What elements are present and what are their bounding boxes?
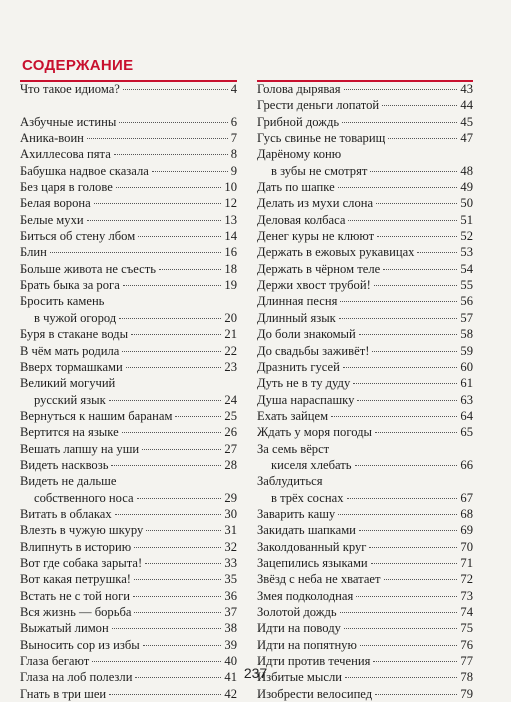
- entry-page-number: 35: [224, 572, 237, 587]
- dot-leader: [126, 367, 222, 368]
- toc-entry[interactable]: [20, 375, 237, 391]
- toc-entry-continuation[interactable]: [257, 163, 473, 179]
- entry-page-number: 38: [224, 621, 237, 636]
- toc-entry[interactable]: [257, 293, 473, 309]
- entry-title: Заблудиться: [257, 474, 323, 489]
- entry-page-number: 40: [224, 654, 237, 669]
- toc-entry[interactable]: [20, 522, 237, 538]
- entry-title: Бросить камень: [20, 294, 105, 309]
- dot-leader: [112, 628, 222, 629]
- toc-entry[interactable]: [20, 555, 237, 571]
- entry-page-number: 7: [230, 131, 237, 146]
- entry-page-number: 55: [460, 278, 473, 293]
- toc-entry-continuation[interactable]: [257, 490, 473, 506]
- dot-leader: [374, 285, 458, 286]
- entry-page-number: 77: [460, 654, 473, 669]
- dot-leader: [372, 351, 457, 352]
- entry-title: киселя хлебать: [271, 457, 352, 472]
- entry-title: Змея подколодная: [257, 588, 354, 603]
- dot-leader: [348, 220, 457, 221]
- entry-title: Грести деньги лопатой: [257, 98, 380, 113]
- dot-leader: [340, 301, 457, 302]
- page-number: 237: [243, 665, 268, 681]
- dot-leader: [159, 269, 221, 270]
- entry-title: в чужой огород: [34, 310, 117, 325]
- entry-page-number: 23: [224, 359, 237, 374]
- toc-entry[interactable]: [20, 277, 237, 293]
- toc-entry[interactable]: [257, 343, 473, 359]
- entry-title: в трёх соснах: [271, 490, 344, 505]
- dot-leader: [384, 579, 458, 580]
- entry-title: Глаза на лоб полезли: [20, 670, 133, 685]
- dot-leader: [138, 236, 221, 237]
- entry-page-number: 54: [460, 261, 473, 276]
- toc-entry[interactable]: [20, 441, 237, 457]
- toc-entry[interactable]: [257, 604, 473, 620]
- dot-leader: [340, 612, 458, 613]
- entry-title: За семь вёрст: [257, 441, 330, 456]
- entry-title: Держи хвост трубой!: [257, 278, 371, 293]
- toc-entry[interactable]: [257, 310, 473, 326]
- entry-title: Встать не с той ноги: [20, 588, 130, 603]
- entry-title: Гусь свинье не товарищ: [257, 131, 386, 146]
- entry-title: Вот какая петрушка!: [20, 572, 131, 587]
- toc-entry[interactable]: [20, 620, 237, 636]
- entry-title: Бабушка надвое сказала: [20, 163, 149, 178]
- dot-leader: [143, 645, 222, 646]
- dot-leader: [377, 236, 457, 237]
- toc-entry[interactable]: [20, 506, 237, 522]
- entry-page-number: 36: [224, 588, 237, 603]
- toc-entry[interactable]: [20, 228, 237, 244]
- entry-title: Витать в облаках: [20, 506, 112, 521]
- toc-entry[interactable]: [20, 571, 237, 587]
- toc-entry[interactable]: [20, 244, 237, 260]
- dot-leader: [175, 416, 221, 417]
- entry-title: Длинная песня: [257, 294, 338, 309]
- dot-leader: [134, 612, 221, 613]
- entry-page-number: 78: [460, 670, 473, 685]
- entry-title: Ахиллесова пята: [20, 147, 111, 162]
- toc-entry[interactable]: [20, 457, 237, 473]
- entry-title: Грибной дождь: [257, 114, 340, 129]
- dot-leader: [137, 498, 222, 499]
- entry-page-number: 16: [224, 245, 237, 260]
- dot-leader: [353, 383, 457, 384]
- entry-page-number: 73: [460, 588, 473, 603]
- entry-page-number: 45: [460, 114, 473, 129]
- entry-page-number: 21: [224, 327, 237, 342]
- dot-leader: [359, 334, 458, 335]
- entry-title: Аника-воин: [20, 131, 84, 146]
- entry-page-number: 27: [224, 441, 237, 456]
- dot-leader: [119, 122, 227, 123]
- entry-page-number: 32: [224, 539, 237, 554]
- entry-page-number: 30: [224, 506, 237, 521]
- entry-page-number: 4: [230, 82, 237, 96]
- dot-leader: [388, 138, 457, 139]
- dot-leader: [146, 530, 221, 531]
- toc-entry[interactable]: [257, 522, 473, 538]
- entry-title: Выносить сор из избы: [20, 637, 140, 652]
- toc-entry[interactable]: [20, 604, 237, 620]
- dot-leader: [356, 596, 457, 597]
- entry-title: Биться об стену лбом: [20, 229, 136, 244]
- dot-leader: [87, 138, 228, 139]
- entry-page-number: 8: [230, 147, 237, 162]
- toc-entry-continuation[interactable]: [20, 310, 237, 326]
- entry-page-number: 71: [460, 555, 473, 570]
- toc-entry[interactable]: [20, 261, 237, 277]
- entry-title: Видеть насквозь: [20, 457, 109, 472]
- entry-page-number: 69: [460, 523, 473, 538]
- entry-title: Больше живота не съесть: [20, 261, 156, 276]
- entry-title: Голова дырявая: [257, 82, 341, 96]
- entry-page-number: 24: [224, 392, 237, 407]
- entry-title: До свадьбы заживёт!: [257, 343, 370, 358]
- entry-title: Золотой дождь: [257, 605, 337, 619]
- contents-column-right: [257, 81, 473, 702]
- dot-leader: [94, 203, 222, 204]
- entry-page-number: 75: [460, 621, 473, 636]
- entry-title: Белая ворона: [20, 196, 91, 211]
- entry-title: Влипнуть в историю: [20, 539, 132, 554]
- dot-leader: [123, 285, 222, 286]
- toc-entry[interactable]: [257, 114, 473, 130]
- toc-entry-continuation[interactable]: [20, 490, 237, 506]
- entry-page-number: 59: [460, 343, 473, 358]
- entry-page-number: 14: [224, 229, 237, 244]
- dot-leader: [92, 661, 221, 662]
- toc-entry[interactable]: [257, 473, 473, 489]
- entry-page-number: 6: [230, 114, 237, 129]
- dot-leader: [133, 596, 221, 597]
- entry-title: Выжатый лимон: [20, 621, 109, 636]
- entry-page-number: 66: [460, 457, 473, 472]
- entry-title: Вот где собака зарыта!: [20, 555, 143, 570]
- entry-page-number: 26: [224, 425, 237, 440]
- toc-entry[interactable]: [257, 81, 473, 97]
- toc-entry[interactable]: [257, 261, 473, 277]
- toc-entry[interactable]: [20, 195, 237, 211]
- dot-leader: [115, 514, 222, 515]
- entry-page-number: 19: [224, 278, 237, 293]
- dot-leader: [131, 334, 221, 335]
- entry-title: Дарёному коню: [257, 147, 342, 162]
- dot-leader: [417, 252, 457, 253]
- entry-title: Вернуться к нашим баранам: [20, 408, 173, 423]
- dot-leader: [359, 530, 457, 531]
- entry-title: Денег куры не клюют: [257, 229, 375, 244]
- dot-leader: [338, 514, 457, 515]
- entry-title: Длинный язык: [257, 310, 336, 325]
- entry-title: Делать из мухи слона: [257, 196, 374, 211]
- entry-title: Вешать лапшу на уши: [20, 441, 140, 456]
- entry-page-number: 47: [460, 131, 473, 146]
- dot-leader: [122, 432, 222, 433]
- entry-title: Держать в ежовых рукавицах: [257, 245, 415, 260]
- dot-leader: [119, 318, 221, 319]
- entry-title: Без царя в голове: [20, 180, 113, 195]
- entry-page-number: 39: [224, 637, 237, 652]
- toc-entry[interactable]: [257, 212, 473, 228]
- dot-leader: [376, 203, 457, 204]
- toc-entry[interactable]: [20, 408, 237, 424]
- toc-entry[interactable]: [20, 343, 237, 359]
- toc-entry[interactable]: [257, 244, 473, 260]
- dot-leader: [111, 465, 221, 466]
- dot-leader: [114, 154, 228, 155]
- entry-page-number: 79: [460, 686, 473, 701]
- entry-title: Заварить кашу: [257, 506, 336, 521]
- toc-entry[interactable]: [257, 620, 473, 636]
- entry-page-number: 48: [460, 163, 473, 178]
- entry-title: русский язык: [34, 392, 106, 407]
- entry-title: Азбучные истины: [20, 114, 117, 129]
- toc-entry[interactable]: [20, 163, 237, 179]
- entry-title: Влезть в чужую шкуру: [20, 523, 144, 538]
- toc-entry[interactable]: [257, 130, 473, 146]
- toc-entry[interactable]: [20, 359, 237, 375]
- dot-leader: [339, 318, 458, 319]
- entry-title: Что такое идиома?: [20, 82, 120, 96]
- dot-leader: [344, 628, 457, 629]
- dot-leader: [50, 252, 222, 253]
- toc-entry[interactable]: [257, 179, 473, 195]
- entry-page-number: 63: [460, 392, 473, 407]
- contents-column-left: [20, 81, 237, 702]
- toc-entry[interactable]: [20, 326, 237, 342]
- toc-entry-continuation[interactable]: [20, 392, 237, 408]
- entry-title: Белые мухи: [20, 212, 84, 227]
- dot-leader: [375, 432, 457, 433]
- entry-page-number: 28: [224, 457, 237, 472]
- toc-entry[interactable]: [20, 293, 237, 309]
- dot-leader: [134, 579, 221, 580]
- entry-page-number: 72: [460, 572, 473, 587]
- toc-entry[interactable]: [20, 179, 237, 195]
- entry-title: Дразнить гусей: [257, 359, 340, 374]
- dot-leader: [371, 563, 458, 564]
- entry-page-number: 25: [224, 408, 237, 423]
- entry-page-number: 43: [460, 82, 473, 96]
- toc-entry[interactable]: [257, 228, 473, 244]
- entry-title: Дать по шапке: [257, 180, 335, 195]
- entry-title: собственного носа: [34, 490, 134, 505]
- dot-leader: [123, 89, 228, 90]
- toc-entry[interactable]: [20, 424, 237, 440]
- dot-leader: [342, 122, 457, 123]
- entry-page-number: 76: [460, 637, 473, 652]
- entry-title: Вверх тормашками: [20, 359, 123, 374]
- dot-leader: [355, 465, 458, 466]
- dot-leader: [360, 645, 458, 646]
- entry-page-number: 61: [460, 376, 473, 391]
- toc-entry[interactable]: [257, 441, 473, 457]
- toc-entry[interactable]: [20, 130, 237, 146]
- entry-title: Блин: [20, 245, 47, 260]
- entry-title: Великий могучий: [20, 376, 116, 391]
- dot-leader: [109, 400, 222, 401]
- entry-page-number: 49: [460, 180, 473, 195]
- toc-entry[interactable]: [20, 114, 237, 130]
- entry-page-number: 65: [460, 425, 473, 440]
- dot-leader: [122, 351, 221, 352]
- toc-entry[interactable]: [257, 392, 473, 408]
- dot-leader: [109, 694, 221, 695]
- toc-entry[interactable]: [20, 539, 237, 555]
- toc-entry[interactable]: [257, 555, 473, 571]
- entry-page-number: 74: [460, 605, 473, 619]
- dot-leader: [145, 563, 221, 564]
- toc-entry[interactable]: [257, 359, 473, 375]
- dot-leader: [373, 661, 457, 662]
- toc-entry-continuation[interactable]: [257, 457, 473, 473]
- entry-page-number: 42: [224, 686, 237, 701]
- entry-title: Глаза бегают: [20, 654, 90, 669]
- entry-page-number: 68: [460, 506, 473, 521]
- dot-leader: [375, 694, 457, 695]
- entry-title: Вертится на языке: [20, 425, 119, 440]
- dot-leader: [370, 171, 457, 172]
- contents-heading: СОДЕРЖАНИЕ: [22, 57, 134, 74]
- entry-page-number: 50: [460, 196, 473, 211]
- toc-entry[interactable]: [257, 375, 473, 391]
- dot-leader: [152, 171, 228, 172]
- entry-page-number: 22: [224, 343, 237, 358]
- entry-title: Изобрести велосипед: [257, 686, 373, 701]
- entry-title: Зацепились языками: [257, 555, 368, 570]
- dot-leader: [347, 498, 458, 499]
- dot-leader: [142, 449, 221, 450]
- entry-page-number: 33: [224, 555, 237, 570]
- entry-title: Избитые мысли: [257, 670, 342, 685]
- entry-page-number: 56: [460, 294, 473, 309]
- entry-page-number: 12: [224, 196, 237, 211]
- entry-page-number: 41: [224, 670, 237, 685]
- entry-page-number: 10: [224, 180, 237, 195]
- entry-title: в зубы не смотрят: [271, 163, 368, 178]
- entry-title: Идти на поводу: [257, 621, 341, 636]
- toc-entry[interactable]: [257, 326, 473, 342]
- entry-page-number: 53: [460, 245, 473, 260]
- entry-title: Брать быка за рога: [20, 278, 120, 293]
- entry-title: Идти против течения: [257, 654, 371, 669]
- entry-title: В чём мать родила: [20, 343, 120, 358]
- entry-title: Душа нараспашку: [257, 392, 355, 407]
- toc-entry[interactable]: [257, 571, 473, 587]
- entry-title: Ехать зайцем: [257, 408, 329, 423]
- entry-page-number: 52: [460, 229, 473, 244]
- entry-page-number: 18: [224, 261, 237, 276]
- dot-leader: [382, 105, 457, 106]
- entry-page-number: 64: [460, 408, 473, 423]
- toc-entry[interactable]: [257, 146, 473, 162]
- entry-title: Видеть не дальше: [20, 474, 117, 489]
- toc-entry[interactable]: [20, 81, 237, 97]
- spacer: [20, 97, 237, 113]
- toc-entry[interactable]: [257, 195, 473, 211]
- entry-page-number: 31: [224, 523, 237, 538]
- toc-entry[interactable]: [20, 212, 237, 228]
- toc-entry[interactable]: [20, 588, 237, 604]
- entry-title: Деловая колбаса: [257, 212, 346, 227]
- toc-entry[interactable]: [257, 637, 473, 653]
- entry-page-number: 57: [460, 310, 473, 325]
- toc-entry[interactable]: [257, 424, 473, 440]
- dot-leader: [87, 220, 222, 221]
- entry-title: Заколдованный круг: [257, 539, 367, 554]
- dot-leader: [116, 187, 222, 188]
- toc-entry[interactable]: [257, 408, 473, 424]
- dot-leader: [369, 547, 457, 548]
- entry-page-number: 70: [460, 539, 473, 554]
- dot-leader: [331, 416, 457, 417]
- entry-title: Ждать у моря погоды: [257, 425, 372, 440]
- entry-page-number: 9: [230, 163, 237, 178]
- dot-leader: [383, 269, 457, 270]
- entry-title: Закидать шапками: [257, 523, 356, 538]
- toc-entry[interactable]: [20, 637, 237, 653]
- entry-page-number: 29: [224, 490, 237, 505]
- toc-entry[interactable]: [257, 277, 473, 293]
- dot-leader: [344, 89, 458, 90]
- dot-leader: [134, 547, 221, 548]
- entry-title: Держать в чёрном теле: [257, 261, 381, 276]
- dot-leader: [338, 187, 458, 188]
- entry-title: Вся жизнь — борьба: [20, 605, 132, 619]
- toc-entry[interactable]: [20, 146, 237, 162]
- entry-title: Дуть не в ту дуду: [257, 376, 351, 391]
- dot-leader: [343, 367, 458, 368]
- entry-page-number: 58: [460, 327, 473, 342]
- entry-page-number: 67: [460, 490, 473, 505]
- toc-entry[interactable]: [257, 506, 473, 522]
- dot-leader: [357, 400, 457, 401]
- entry-page-number: 60: [460, 359, 473, 374]
- toc-entry[interactable]: [20, 473, 237, 489]
- toc-entry[interactable]: [257, 539, 473, 555]
- entry-title: Звёзд с неба не хватает: [257, 572, 381, 587]
- entry-page-number: 13: [224, 212, 237, 227]
- entry-page-number: 20: [224, 310, 237, 325]
- toc-entry[interactable]: [257, 588, 473, 604]
- toc-entry[interactable]: [257, 97, 473, 113]
- entry-title: Гнать в три шеи: [20, 686, 107, 701]
- entry-title: До боли знакомый: [257, 327, 356, 342]
- entry-title: Идти на попятную: [257, 637, 357, 652]
- entry-title: Буря в стакане воды: [20, 327, 129, 342]
- entry-page-number: 37: [224, 605, 237, 619]
- entry-page-number: 51: [460, 212, 473, 227]
- entry-page-number: 44: [460, 98, 473, 113]
